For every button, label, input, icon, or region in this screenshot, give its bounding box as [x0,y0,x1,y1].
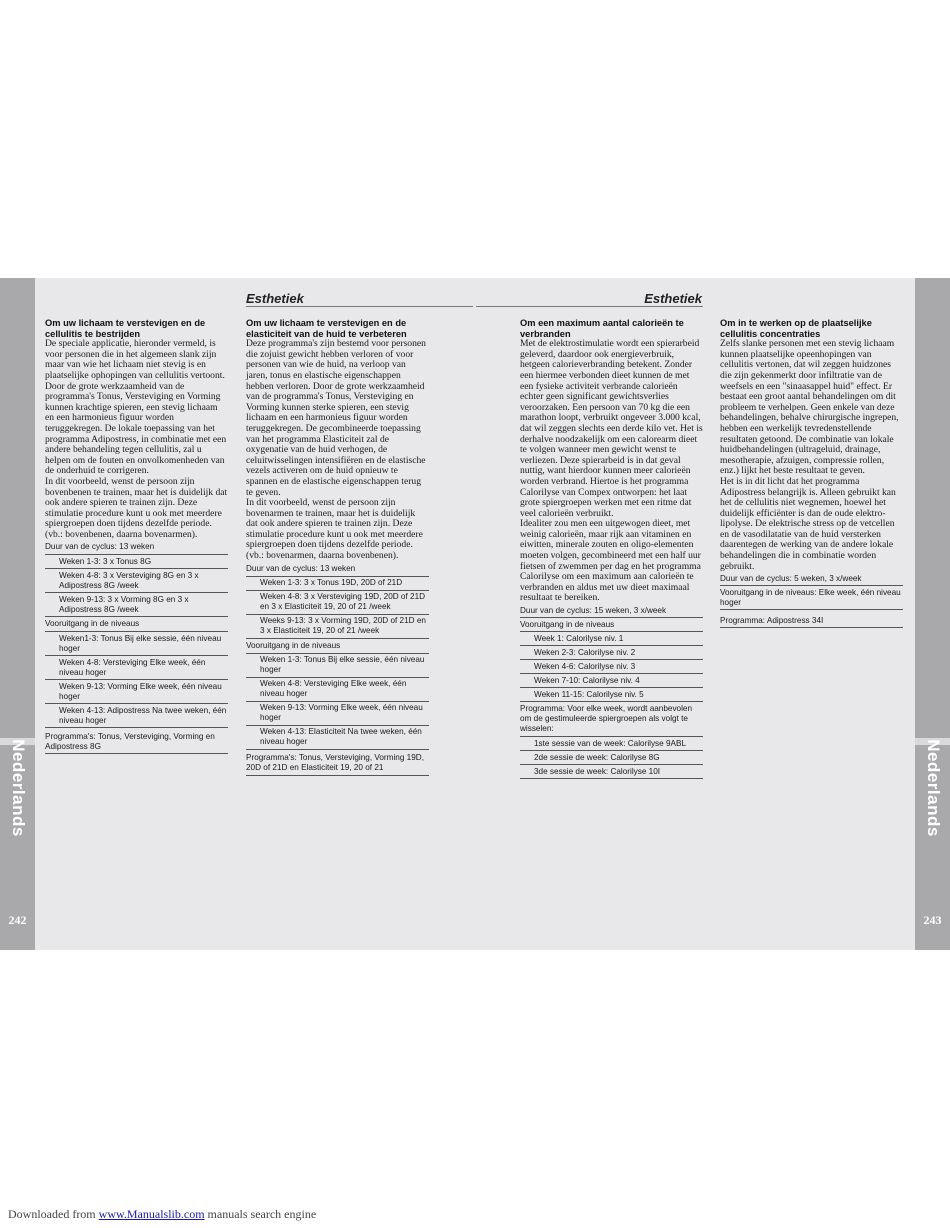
table-row: Weken 4-8: 3 x Versteviging 8G en 3 x Adipostress 8G /week [45,568,228,592]
section-title: Om uw lichaam te verstevigen en de elasticiteit van de huid te verbeteren [246,318,407,339]
table-row: Weken 9-13: Vorming Elke week, één niveau hoger [45,679,228,703]
table-row: 1ste sessie van de week: Calorilyse 9ABL [520,736,703,750]
cycle-duration: Duur van de cyclus: 5 weken, 3 x/week [720,573,862,583]
levels-label: Vooruitgang in de niveaus [520,617,703,632]
table-row: Weken 1-3: Tonus Bij elke sessie, één niveau hoger [246,653,429,677]
section-title: Om in te werken op de plaatselijke cellulitis concentraties [720,318,872,339]
left-side-tab [0,278,35,950]
body-paragraph: In dit voorbeeld, wenst de persoon zijn bovenbenen te trainen, maar het is duidelijk dat ook andere spieren te trainen zijn. Deze stimulatie procedure kunt u ook met meerdere spiergroepen doen tijdens dezelfde periode. (vb.: bovenbenen, daarna bovenarmen). [45,475,228,540]
table-row: 2de sessie de week: Calorilyse 8G [520,750,703,764]
cycle-duration: Duur van de cyclus: 15 weken, 3 x/week [520,605,667,615]
table-row: Weken 4-8: Versteviging Elke week, één niveau hoger [45,655,228,679]
body-paragraph: In dit voorbeeld, wenst de persoon zijn bovenarmen te trainen, maar het is duidelijk dat ook andere spieren te trainen zijn. Deze stimulatie procedure kunt u ook met meerdere spiergroepen doen tijdens dezelfde periode. (vb.: bovenarmen, daarna bovenbenen). [246,497,423,562]
table-row: Weken 11-15: Calorilyse niv. 5 [520,687,703,702]
table-row: Weken 4-6: Calorilyse niv. 3 [520,659,703,673]
table-row: Weeks 9-13: 3 x Vorming 19D, 20D of 21D en 3 x Elasticiteit 19, 20 of 21 /week [246,614,429,639]
footer-suffix: manuals search engine [207,1207,317,1221]
program-note: Programma: Voor elke week, wordt aanbevolen om de gestimuleerde spiergroepen als volgt te wisselen: [520,704,693,734]
cycle-duration: Duur van de cyclus: 13 weken [246,563,356,573]
body-paragraph: Zelfs slanke personen met een stevig lichaam kunnen plaatselijke opeenhopingen van cellulitis vertonen, dat wil zeggen huidzones die zijn gekenmerkt door infiltratie van de weefsels en een "sinaasappel huid" effect. Er bestaat een groot aantal behandelingen om dit probleem te verhelpen. Geen enkele van deze behandelingen, behalve chirurgische ingrepen, hebben een werkelijk tevredenstellende resultaten getoond. De combinatie van lokale huidbehandelingen (ultrageluid, drainage, mesotherapie, afzuigen, compressie rollen, enz.) lijkt het beste resultaat te geven. [720,338,899,477]
section-local-cellulite [720,318,903,628]
footer-prefix: Downloaded from [8,1207,96,1221]
right-side-tab [915,278,950,950]
table-row: 3de sessie de week: Calorilyse 10I [520,764,703,779]
table-row: Weken1-3: Tonus Bij elke sessie, één niveau hoger [45,631,228,655]
table-row: Weken 1-3: 3 x Tonus 19D, 20D of 21D [246,576,429,590]
table-row: Weken 4-8: Versteviging Elke week, één niveau hoger [246,677,429,701]
body-paragraph: Het is in dit licht dat het programma Adipostress belangrijk is. Alleen gebruikt kan het de cellulitis niet wegnemen, hoewel het duidelijk efficiënter is dan de oude elektro-lipolyse. De elektrische stress op de vetcellen en de vasodilatatie van de huid versterken daarentegen de werking van de andere lokale behandelingen die in combinatie worden gebruikt. [720,475,896,572]
side-language-label: Nederlands [923,739,943,837]
table-row: Weken 4-13: Adipostress Na twee weken, één niveau hoger [45,703,228,728]
section-title: Om uw lichaam te verstevigen en de cellulitis te bestrijden [45,318,206,339]
page-number-right: 243 [923,913,942,927]
header-rule-right [476,306,703,307]
programs-row: Programma's: Tonus, Versteviging, Vorming 19D, 20D of 21D en Elasticiteit 19, 20 of 21 [246,752,429,776]
table-row: Weken 1-3: 3 x Tonus 8G [45,554,228,568]
section-firm-cellulite [45,318,228,754]
manual-spread [0,278,950,950]
manualslib-link[interactable]: www.Manualslib.com [98,1207,205,1221]
body-paragraph: Idealiter zou men een uitgewogen dieet, met weinig calorieën, maar rijk aan vitaminen en eiwitten, minerale zouten en oligo-elementen moeten volgen, gecombineerd met een half uur fietsen of zwemmen per dag en het programma Calorilyse om een maximum aan calorieën te verbranden en aldus met uw dieet maximaal resultaat te bereiken. [520,518,701,604]
table-row: Weken 9-13: 3 x Vorming 8G en 3 x Adipostress 8G /week [45,592,228,617]
section-firm-elasticity [246,318,429,776]
table-row: Weken 4-8: 3 x Versteviging 19D, 20D of 21D en 3 x Elasticiteit 19, 20 of 21 /week [246,590,429,614]
header-rule-left [246,306,473,307]
header-right: Esthetiek [644,291,702,306]
section-title: Om een maximum aantal calorieën te verbranden [520,318,684,339]
levels-label: Vooruitgang in de niveaus [246,640,341,650]
program-row: Programma: Adipostress 34I [720,614,903,628]
section-calories [520,318,703,779]
table-row: Weken 4-13: Elasticiteit Na twee weken, één niveau hoger [246,725,429,750]
levels-label: Vooruitgang in de niveaus [45,619,140,629]
header-left: Esthetiek [246,291,304,306]
body-paragraph: Deze programma's zijn bestemd voor personen die zojuist gewicht hebben verloren of voor personen van wie de huid, na verloop van jaren, tonus en elastische eigenschappen hebben verloren. Door de grote werkzaamheid van de programma's Tonus, Versteviging en Vorming kunnen sterke spieren, een stevig lichaam en een harmonieus figuur worden teruggekregen. De gecombineerde toepassing van het programma Elasticiteit zal de oxygenatie van de huid verhogen, de celuitwisselingen intensifiëren en de elastische vezels activeren om de huid opnieuw te spannen en de elastische eigenschappen terug te geven. [246,338,426,498]
levels-row: Vooruitgang in de niveaus: Elke week, één niveau hoger [720,585,903,610]
side-language-label: Nederlands [8,739,28,837]
body-paragraph: Met de elektrostimulatie wordt een spierarbeid geleverd, daardoor ook energieverbruik, hetgeen calorieverbranding betekent. Zonder een hiermee verbonden dieet kunnen de met een fysieke activiteit verbrande calorieën echter geen significant gewichtsverlies veroorzaken. Een persoon van 70 kg die een marathon loopt, verbruikt ongeveer 3.000 kcal, dat wil zeggen slechts een derde kilo vet. Het is derhalve noodzakelijk om een calorearm dieet te volgen wanneer men gewicht wenst te verliezen. Deze spierarbeid is in dat geval nuttig, want hierdoor kunnen meer calorieën worden verbrand. Hiertoe is het programma Calorilyse van Compex ontworpen: het laat grote spiergroepen werken met een ritme dat veel calorieën verbruikt. [520,338,703,519]
table-row: Weken 9-13: Vorming Elke week, één niveau hoger [246,701,429,725]
page-number-left: 242 [8,913,27,927]
table-row: Weken 2-3: Calorilyse niv. 2 [520,645,703,659]
download-footer [8,1207,316,1222]
table-row: Weken 7-10: Calorilyse niv. 4 [520,673,703,687]
programs-row: Programma's: Tonus, Versteviging, Vorming en Adipostress 8G [45,730,228,754]
table-row: Week 1: Calorilyse niv. 1 [534,633,624,643]
cycle-duration: Duur van de cyclus: 13 weken [45,542,155,552]
body-paragraph: De speciale applicatie, hieronder vermeld, is voor personen die in het algemeen slank zijn maar van wie het lichaam niet stevig is en plaatselijke ophopingen van cellulitis vertoont. Door de grote werkzaamheid van de programma's Tonus, Versteviging en Vorming kunnen krachtige spieren, een stevig lichaam en een harmonieus figuur worden teruggekregen. De lokale toepassing van het programma Adipostress, in combinatie met een andere behandeling tegen cellulitis, zal u helpen om de fouten en onvolkomenheden van de onderhuid te corrigeren. [45,338,227,477]
